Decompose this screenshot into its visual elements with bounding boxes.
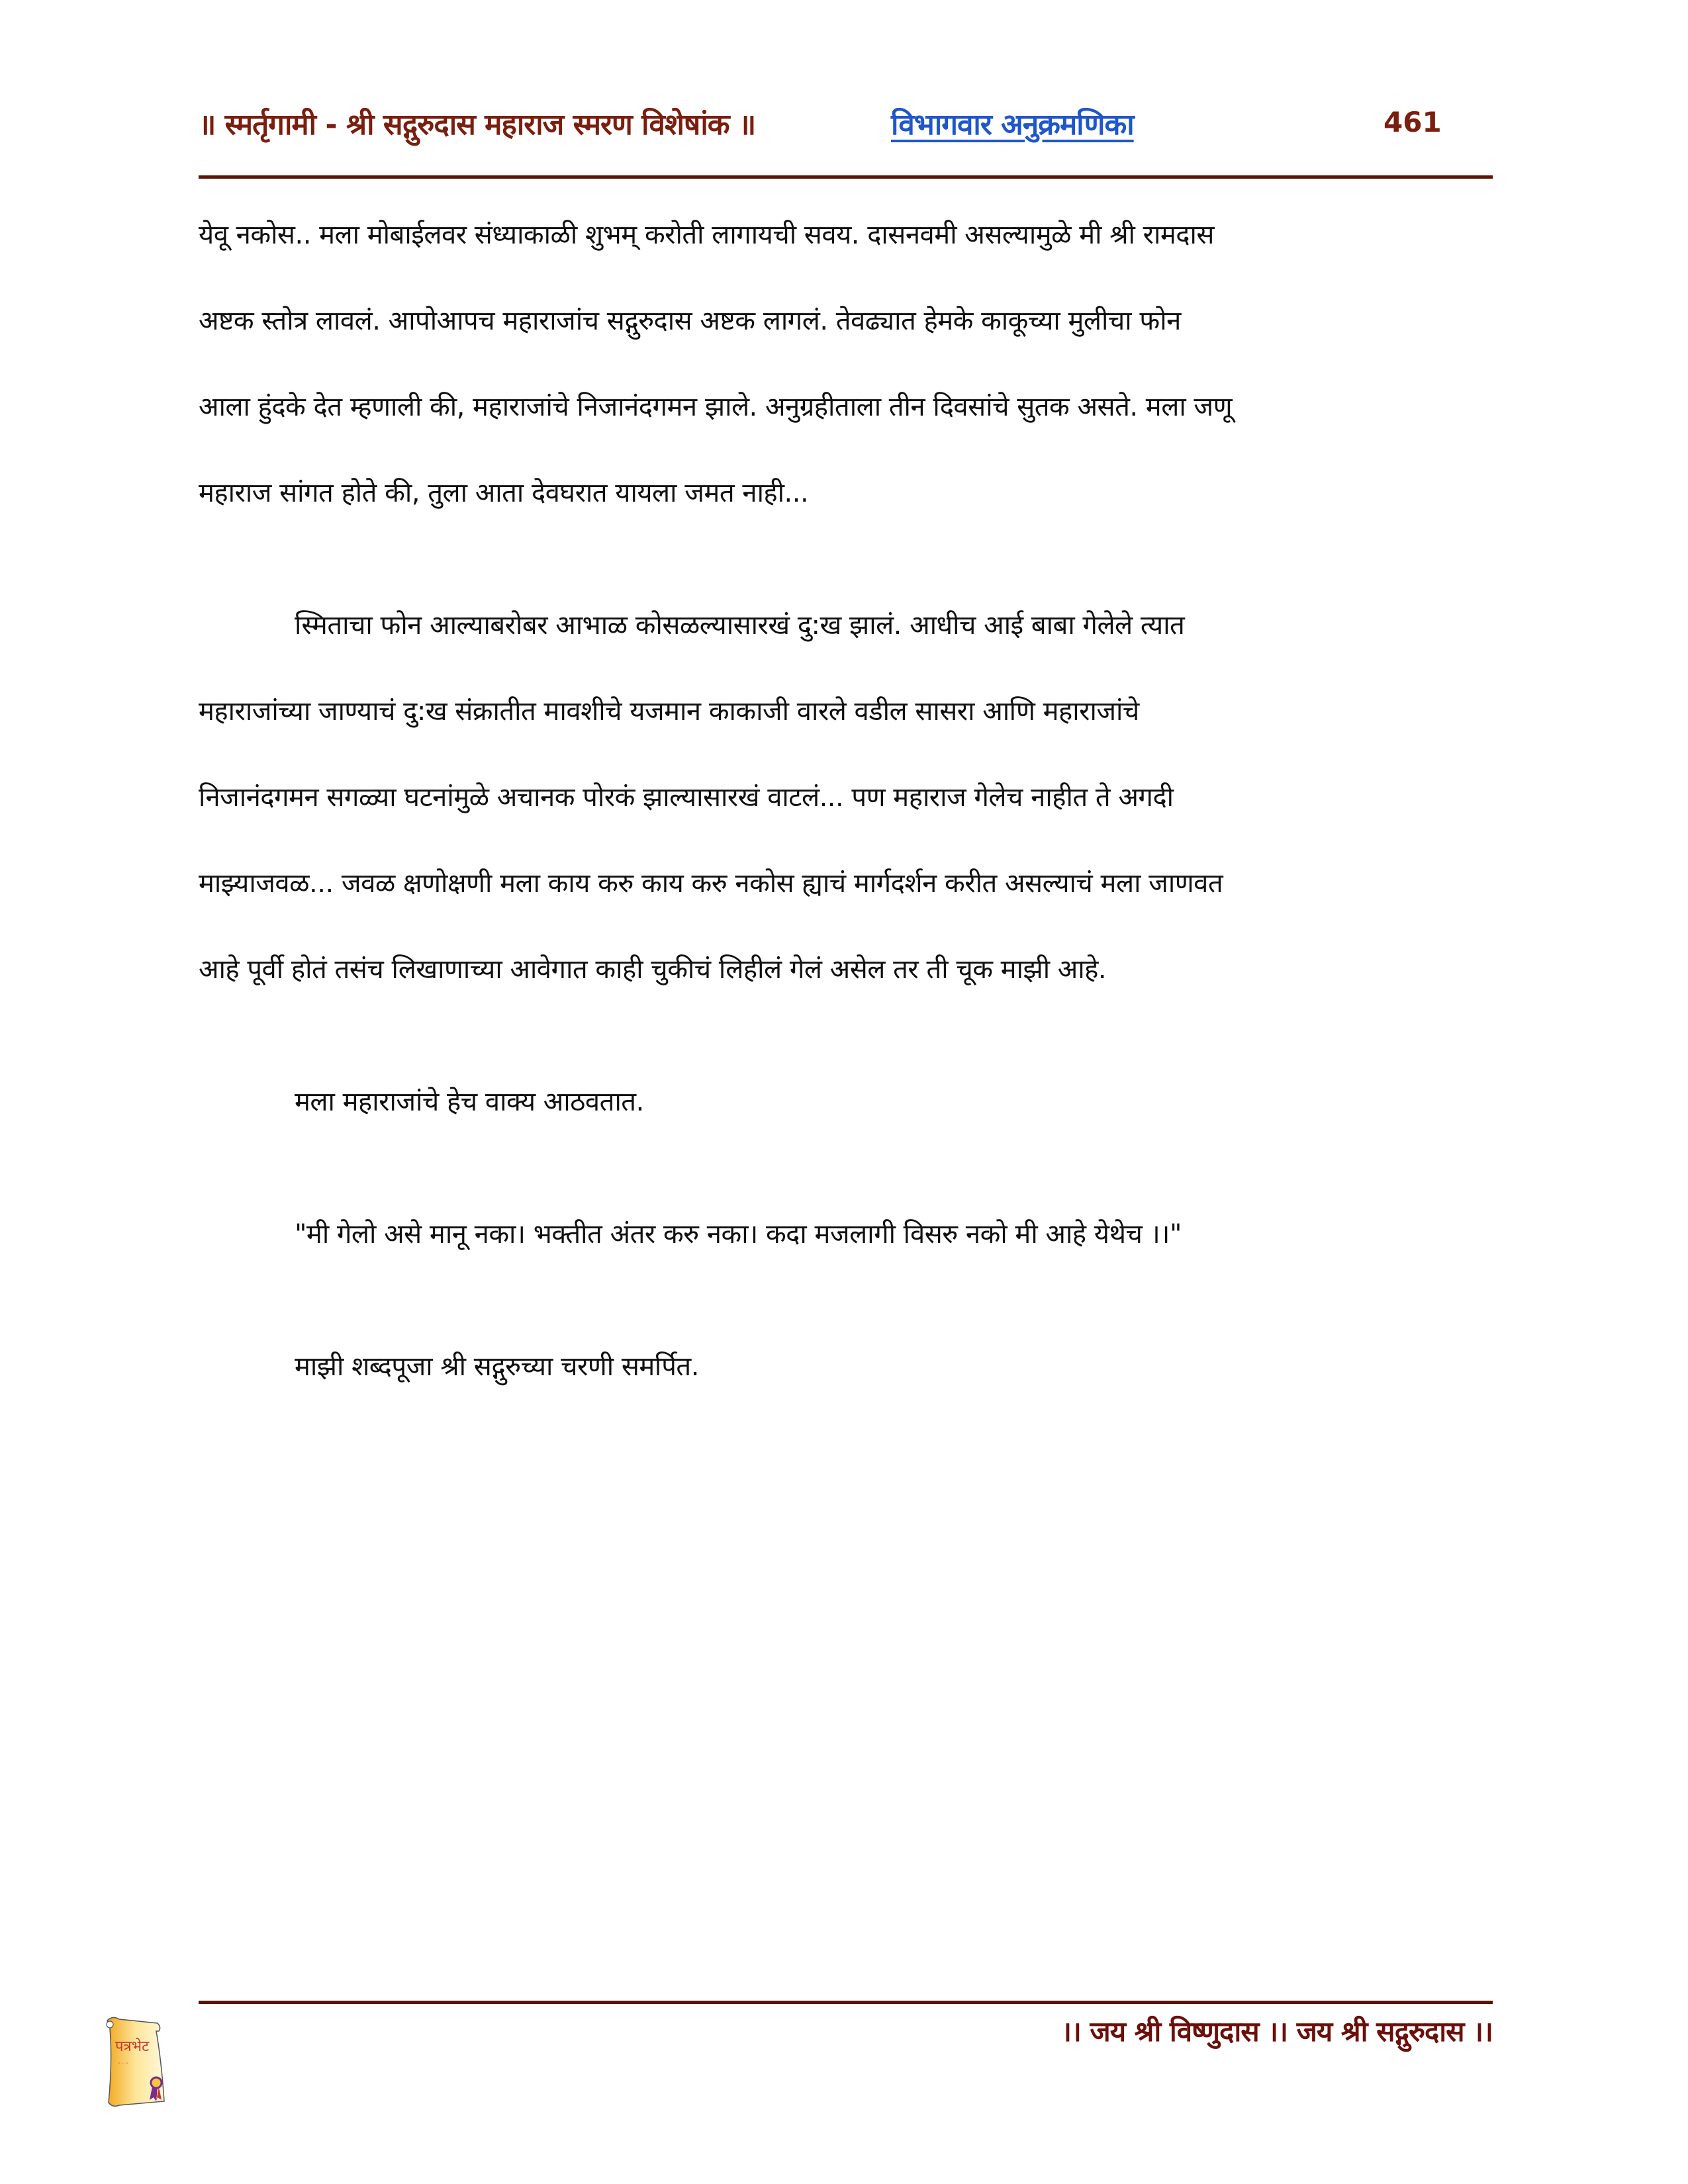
paragraph-3: मला महाराजांचे हेच वाक्य आठवतात. [295,1087,644,1117]
text-line: आहे पूर्वी होतं तसंच लिखाणाच्या आवेगात काही चुकीचं लिहीलं गेलं असेल तर ती चूक माझी आहे. [199,954,1107,985]
page-header [199,99,1489,165]
text-line: येवू नकोस.. मला मोबाईलवर संध्याकाळी शुभम् करोती लागायची सवय. दासनवमी असल्यामुळे मी श्री रामदास [199,220,1214,250]
svg-text:“ ··· ”: “ ··· ” [118,2062,128,2067]
footer-invocation: ।। जय श्री विष्णुदास ।। जय श्री सद्गुरुदास ।। [1061,2015,1493,2048]
closing-line: माझी शब्दपूजा श्री सद्गुरुच्या चरणी समर्पित. [295,1351,699,1382]
paragraph-2 [199,582,1496,1013]
scroll-icon [93,2009,172,2115]
text-line: माझ्याजवळ... जवळ क्षणोक्षणी मला काय करु काय करु नकोस ह्याचं मार्गदर्शन करीत असल्याचं मला जाणवत [199,868,1223,899]
text-line: अष्टक स्तोत्र लावलं. आपोआपच महाराजांच सद्गुरुदास अष्टक लागलं. तेवढ्यात हेमके काकूच्या मुलीचा फोन [199,306,1181,336]
footer-divider [199,2001,1493,2004]
patrabhet-scroll-logo [93,2009,172,2115]
issue-title: ॥ स्मर्तृगामी - श्री सद्गुरुदास महाराज स्मरण विशेषांक ॥ [199,108,756,142]
page-number: 461 [1383,106,1442,138]
svg-text:पत्रभेट: पत्रभेट [115,2038,150,2055]
text-line: महाराज सांगत होते की, तुला आता देवघरात यायला जमत नाही... [199,478,809,508]
text-line: निजानंदगमन सगळ्या घटनांमुळे अचानक पोरकं झाल्यासारखं वाटलं... पण महाराज गेलेच नाहीत ते अगदी [199,782,1174,813]
section-index-link[interactable]: विभागवार अनुक्रमणिका [891,108,1134,142]
article-body [199,192,1496,1410]
paragraph-1 [199,192,1496,536]
text-line: स्मिताचा फोन आल्याबरोबर आभाळ कोसळल्यासारखं दु:ख झालं. आधीच आई बाबा गेलेले त्यात [295,610,1185,641]
text-line: महाराजांच्या जाण्याचं दु:ख संक्रातीत मावशीचे यजमान काकाजी वारले वडील सासरा आणि महाराजांचे [199,696,1139,727]
header-divider [199,175,1493,179]
text-line: आला हुंदके देत म्हणाली की, महाराजांचे निजानंदगमन झाले. अनुग्रहीताला तीन दिवसांचे सुतक असते. मला जणू [199,392,1233,422]
quote: "मी गेलो असे मानू नका। भक्तीत अंतर करु नका। कदा मजलागी विसरु नको मी आहे येथेच ।।" [295,1219,1182,1250]
